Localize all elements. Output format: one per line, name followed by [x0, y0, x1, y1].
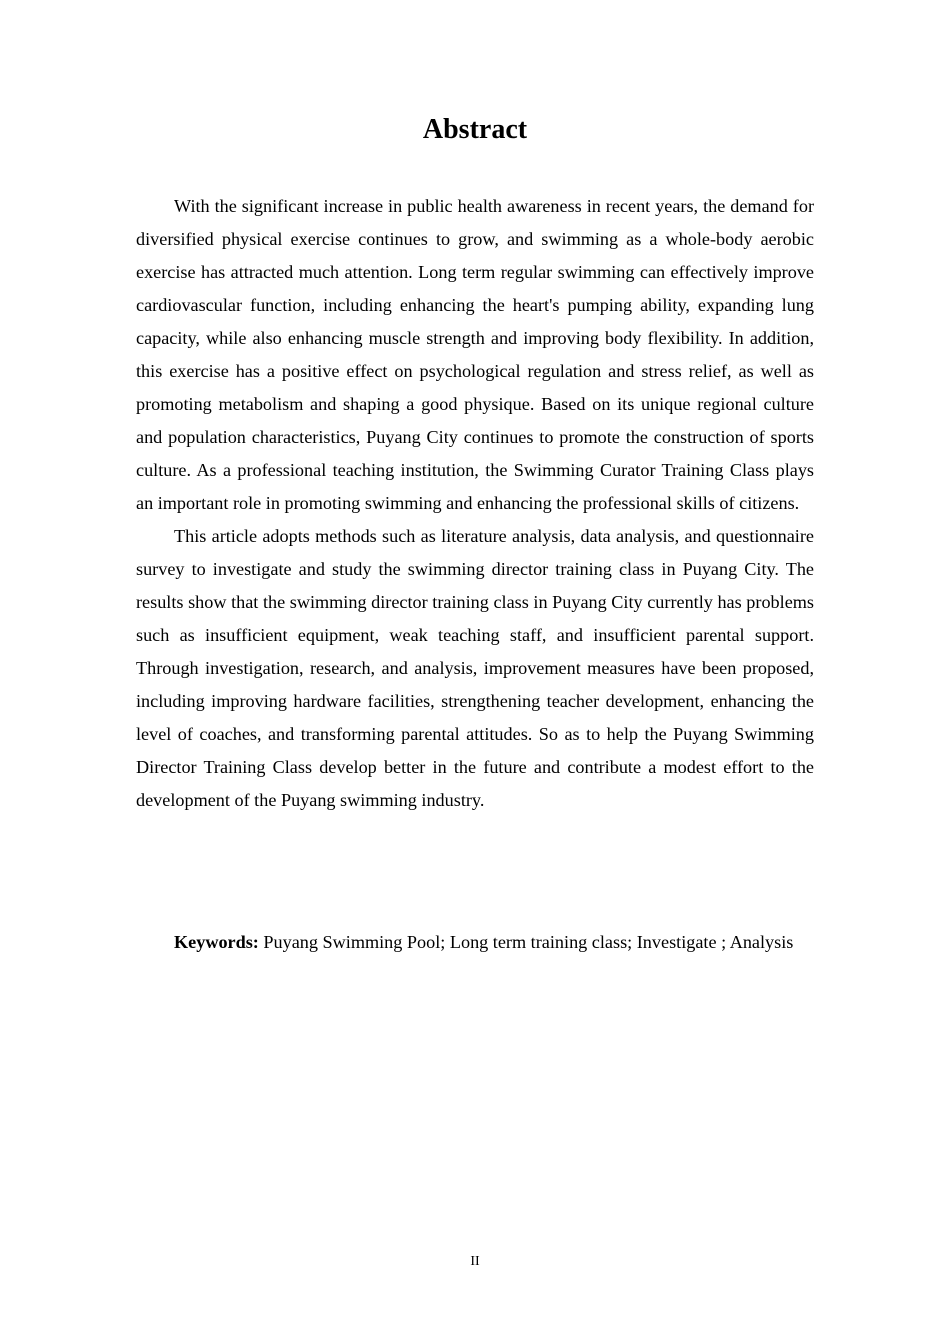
keywords-label: Keywords:: [174, 932, 259, 952]
keywords-line: [136, 926, 814, 959]
keywords-text: Puyang Swimming Pool; Long term training class; Investigate ; Analysis: [258, 932, 794, 952]
abstract-paragraph-1: With the significant increase in public health awareness in recent years, the demand for diversified physical exercise continues to grow, and swimming as a whole-body aerobic exercise has attracted much attention. Long term regular swimming can effectively improve cardiovascular function, including enhancing the heart's pumping ability, expanding lung capacity, while also enhancing muscle strength and improving body flexibility. In addition, this exercise has a positive effect on psychological regulation and stress relief, as well as promoting metabolism and shaping a good physique. Based on its unique regional culture and population characteristics, Puyang City continues to promote the construction of sports culture. As a professional teaching institution, the Swimming Curator Training Class plays an important role in promoting swimming and enhancing the professional skills of citizens.: [136, 196, 814, 513]
abstract-paragraph-2: This article adopts methods such as literature analysis, data analysis, and questionnaire survey to investigate and study the swimming director training class in Puyang City. The results show that the swimming director training class in Puyang City currently has problems such as insufficient equipment, weak teaching staff, and insufficient parental support. Through investigation, research, and analysis, improvement measures have been proposed, including improving hardware facilities, strengthening teacher development, enhancing the level of coaches, and transforming parental attitudes. So as to help the Puyang Swimming Director Training Class develop better in the future and contribute a modest effort to the development of the Puyang swimming industry.: [136, 526, 814, 810]
abstract-body: [136, 190, 814, 817]
page-number: II: [470, 1254, 480, 1269]
abstract-title: Abstract: [422, 114, 528, 145]
